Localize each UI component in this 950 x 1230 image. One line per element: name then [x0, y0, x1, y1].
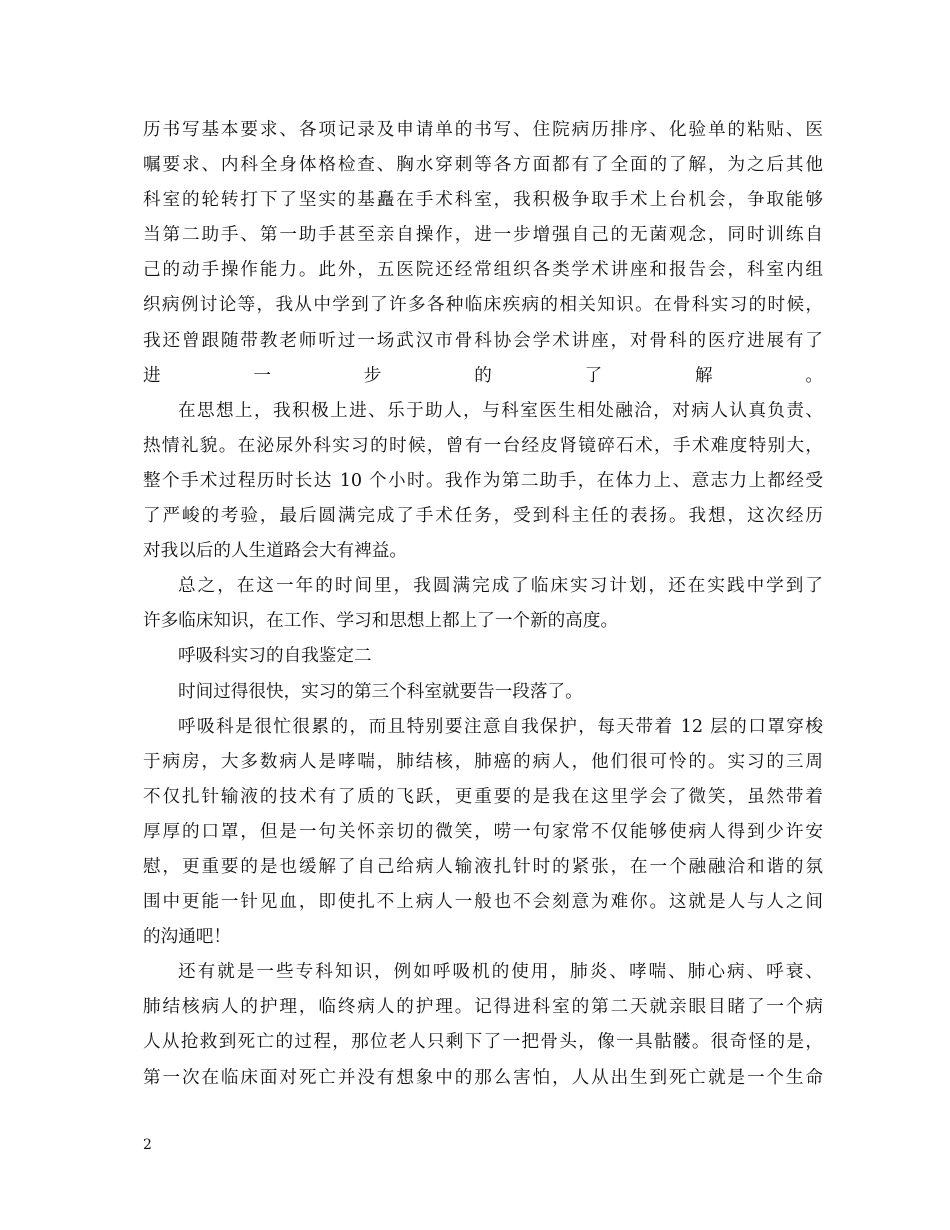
text-line: 整个手术过程历时长达 10 个小时。我作为第二助手，在体力上、意志力上都经受: [143, 470, 823, 491]
text-line: 时间过得很快，实习的第三个科室就要告一段落了。: [178, 681, 583, 702]
text-line: 了严峻的考验，最后圆满完成了手术任务，受到科主任的表扬。我想，这次经历: [143, 506, 823, 527]
paragraph: [143, 113, 823, 394]
paragraph: [143, 675, 823, 710]
paragraph: [143, 639, 823, 674]
text-line: 嘱要求、内科全身体格检查、胸水穿刺等各方面都有了全面的了解，为之后其他: [143, 155, 823, 176]
text-line: 进一步的了解。: [143, 365, 823, 386]
text-line: 历书写基本要求、各项记录及申请单的书写、住院病历排序、化验单的粘贴、医: [143, 120, 823, 140]
text-line: 呼吸科是很忙很累的，而且特别要注意自我保护，每天带着 12 层的口罩穿梭: [178, 716, 823, 737]
text-line: 慰，更重要的是也缓解了自己给病人输液扎针时的紧张，在一个融融洽和谐的氛: [143, 856, 823, 877]
text-line: 在思想上，我积极上进、乐于助人，与科室医生相处融洽，对病人认真负责、: [178, 400, 823, 421]
paragraph: [143, 394, 823, 569]
text-line: 总之，在这一年的时间里，我圆满完成了临床实习计划，还在实践中学到了: [178, 576, 823, 597]
paragraph: [143, 955, 823, 1095]
text-line: 不仅扎针输液的技术有了质的飞跃，更重要的是我在这里学会了微笑，虽然带着: [143, 786, 823, 807]
page-number: 2: [143, 1137, 152, 1153]
text-line: 人从抢救到死亡的过程，那位老人只剩下了一把骨头，像一具骷髅。很奇怪的是，: [143, 1032, 823, 1053]
text-line: 于病房，大多数病人是哮喘，肺结核，肺癌的病人，他们很可怜的。实习的三周: [143, 751, 823, 772]
text-line: 第一次在临床面对死亡并没有想象中的那么害怕，人从出生到死亡就是一个生命: [143, 1067, 823, 1088]
text-line: 我还曾跟随带教老师听过一场武汉市骨科协会学术讲座，对骨科的医疗进展有了: [143, 330, 823, 351]
body-text: [143, 113, 823, 1096]
text-line: 织病例讨论等，我从中学到了许多各种临床疾病的相关知识。在骨科实习的时候，: [143, 295, 823, 316]
text-line: 对我以后的人生道路会大有裨益。: [143, 541, 407, 562]
text-line: 还有就是一些专科知识，例如呼吸机的使用，肺炎、哮喘、肺心病、呼衰、: [178, 962, 823, 983]
text-line: 热情礼貌。在泌尿外科实习的时候，曾有一台经皮肾镜碎石术，手术难度特别大，: [143, 435, 823, 456]
paragraph: [143, 569, 823, 639]
text-line: 呼吸科实习的自我鉴定二: [178, 646, 372, 667]
paragraph: [143, 710, 823, 956]
text-line: 围中更能一针见血，即使扎不上病人一般也不会刻意为难你。这就是人与人之间: [143, 892, 823, 913]
text-line: 当第二助手、第一助手甚至亲自操作，进一步增强自己的无菌观念，同时训练自: [143, 225, 823, 246]
text-line: 的沟通吧！: [143, 927, 231, 948]
text-line: 厚厚的口罩，但是一句关怀亲切的微笑，唠一句家常不仅能够使病人得到少许安: [143, 821, 823, 842]
text-line: 肺结核病人的护理，临终病人的护理。记得进科室的第二天就亲眼目睹了一个病: [143, 997, 823, 1018]
text-line: 科室的轮转打下了坚实的基矗在手术科室，我积极争取手术上台机会，争取能够: [143, 190, 823, 211]
text-line: 许多临床知识，在工作、学习和思想上都上了一个新的高度。: [143, 611, 619, 632]
text-line: 己的动手操作能力。此外，五医院还经常组织各类学术讲座和报告会，科室内组: [143, 260, 823, 281]
